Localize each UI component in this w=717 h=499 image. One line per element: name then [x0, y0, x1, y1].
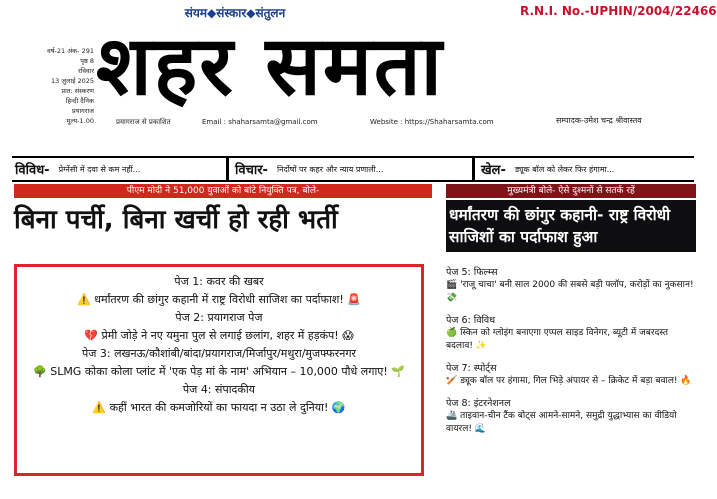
toc-page-heading: पेज 2: प्रयागराज पेज [175, 311, 263, 324]
toc-page-heading: पेज 3: लखनऊ/कौशांबी/बांदा/प्रयागराज/मिर्जापुर/मथुरा/मुजफ्फरनगर [81, 347, 357, 360]
website-link[interactable]: Website : https://Shaharsamta.com [370, 118, 494, 126]
masthead-tagline: संयम◆संस्कार◆संतुलन [184, 6, 286, 20]
ticker-item-vividh[interactable] [12, 160, 140, 178]
news-strip-right[interactable]: मुख्यमंत्री बोले- ऐसे दुश्मनों से सतर्क रहें [446, 184, 696, 198]
issue-line: प्रात: संस्करण [61, 87, 94, 95]
toc-story[interactable]: 💔 प्रेमी जोड़े ने नए यमुना पुल से लगाई छलांग, शहर में हड़कंप! 😱 [84, 329, 354, 342]
newspaper-title: शहर समता [96, 18, 444, 114]
issue-line: मूल्य-1.00 [66, 117, 94, 125]
issue-line: 13 जुलाई 2025 [50, 77, 94, 85]
issue-line: प्रयागराज [72, 107, 94, 115]
side-section[interactable] [446, 362, 696, 388]
toc-story[interactable]: 🌳 SLMG कोका कोला प्लांट में 'एक पेड़ मां के नाम' अभियान – 10,000 पौधे लगाए! 🌱 [33, 365, 405, 378]
side-section[interactable] [446, 397, 696, 436]
issue-line: वर्ष-21 अंक- 291 [47, 47, 94, 55]
ticker-text: निर्दोषों पर कहर और न्याय प्रणाली... [276, 164, 384, 174]
ticker-item-vichar[interactable] [232, 160, 383, 178]
ticker-label: विविध- [12, 160, 53, 178]
ticker-divider [472, 158, 475, 180]
toc-page-heading: पेज 4: संपादकीय [182, 383, 256, 396]
side-section-body: 🍏 स्किन को ग्लोइंग बनाएगा एप्पल साइड विनेगर, ब्यूटी में जबरदस्त बदलाव! ✨ [446, 328, 669, 351]
rni-number: R.N.I. No.-UPHIN/2004/22466 [520, 4, 717, 18]
side-section-body: 🎬 'राजू चाचा' बनी साल 2000 की सबसे बड़ी फ्लॉप, करोड़ों का नुकसान! 💸 [446, 280, 694, 303]
side-section-heading: पेज 8: इंटरनेशनल [446, 398, 511, 409]
published-from: प्रयागराज से प्रकाशित [116, 118, 171, 126]
ticker-label: विचार- [232, 160, 271, 178]
side-section-body: 🏏 ड्यूक बॉल पर हंगामा, गिल भिड़े अंपायर से – क्रिकेट में बड़ा बवाल! 🔥 [446, 376, 692, 386]
section-ticker [12, 156, 694, 182]
issue-line: पृष्ठ 8 [80, 57, 94, 65]
side-section-heading: पेज 7: स्पोर्ट्स [446, 363, 497, 374]
side-section[interactable] [446, 266, 696, 305]
issue-line: हिन्दी दैनिक [65, 97, 94, 105]
side-section-body: 🚢 ताइवान-चीन टैंक बोट्स आमने-सामने, समुद्री युद्धाभ्यास का वीडियो वायरल! 🌊 [446, 411, 677, 434]
side-section[interactable] [446, 314, 696, 353]
secondary-headline[interactable]: धर्मांतरण की छांगुर कहानी- राष्ट्र विरोधी साजिशों का पर्दाफाश हुआ [446, 200, 696, 252]
toc-story[interactable]: ⚠️ धर्मांतरण की छांगुर कहानी में राष्ट्र विरोधी साजिश का पर्दाफाश! 🚨 [77, 293, 361, 306]
ticker-divider [226, 158, 229, 180]
ticker-text: ड्यूक बॉल को लेकर फिर हंगामा... [514, 164, 615, 174]
side-column [446, 266, 696, 445]
main-headline[interactable]: बिना पर्ची, बिना खर्ची हो रही भर्ती [14, 205, 338, 235]
editor-name: सम्पादक-उमेश चन्द्र श्रीवास्तव [556, 116, 642, 125]
email-text: Email : shaharsamta@gmail.com [202, 118, 318, 126]
ticker-label: खेल- [478, 160, 509, 178]
page-contents-box [14, 264, 424, 476]
news-strip-left[interactable]: पीएम मोदी ने 51,000 युवाओं को बांटे नियुक्ति पत्र, बोले- [14, 184, 432, 198]
toc-page-heading: पेज 1: कवर की खबर [174, 275, 264, 288]
ticker-item-khel[interactable] [478, 160, 614, 178]
issue-line: रविवार [78, 67, 94, 75]
toc-story[interactable]: ⚠️ कहीं भारत की कमजोरियों का फायदा न उठा ले दुनिया! 🌍 [92, 401, 346, 414]
side-section-heading: पेज 5: फिल्म्स [446, 267, 498, 278]
issue-info [22, 46, 94, 126]
ticker-text: प्रेग्नेंसी में दवा से कम नहीं... [58, 164, 141, 174]
side-section-heading: पेज 6: विविध [446, 315, 496, 326]
